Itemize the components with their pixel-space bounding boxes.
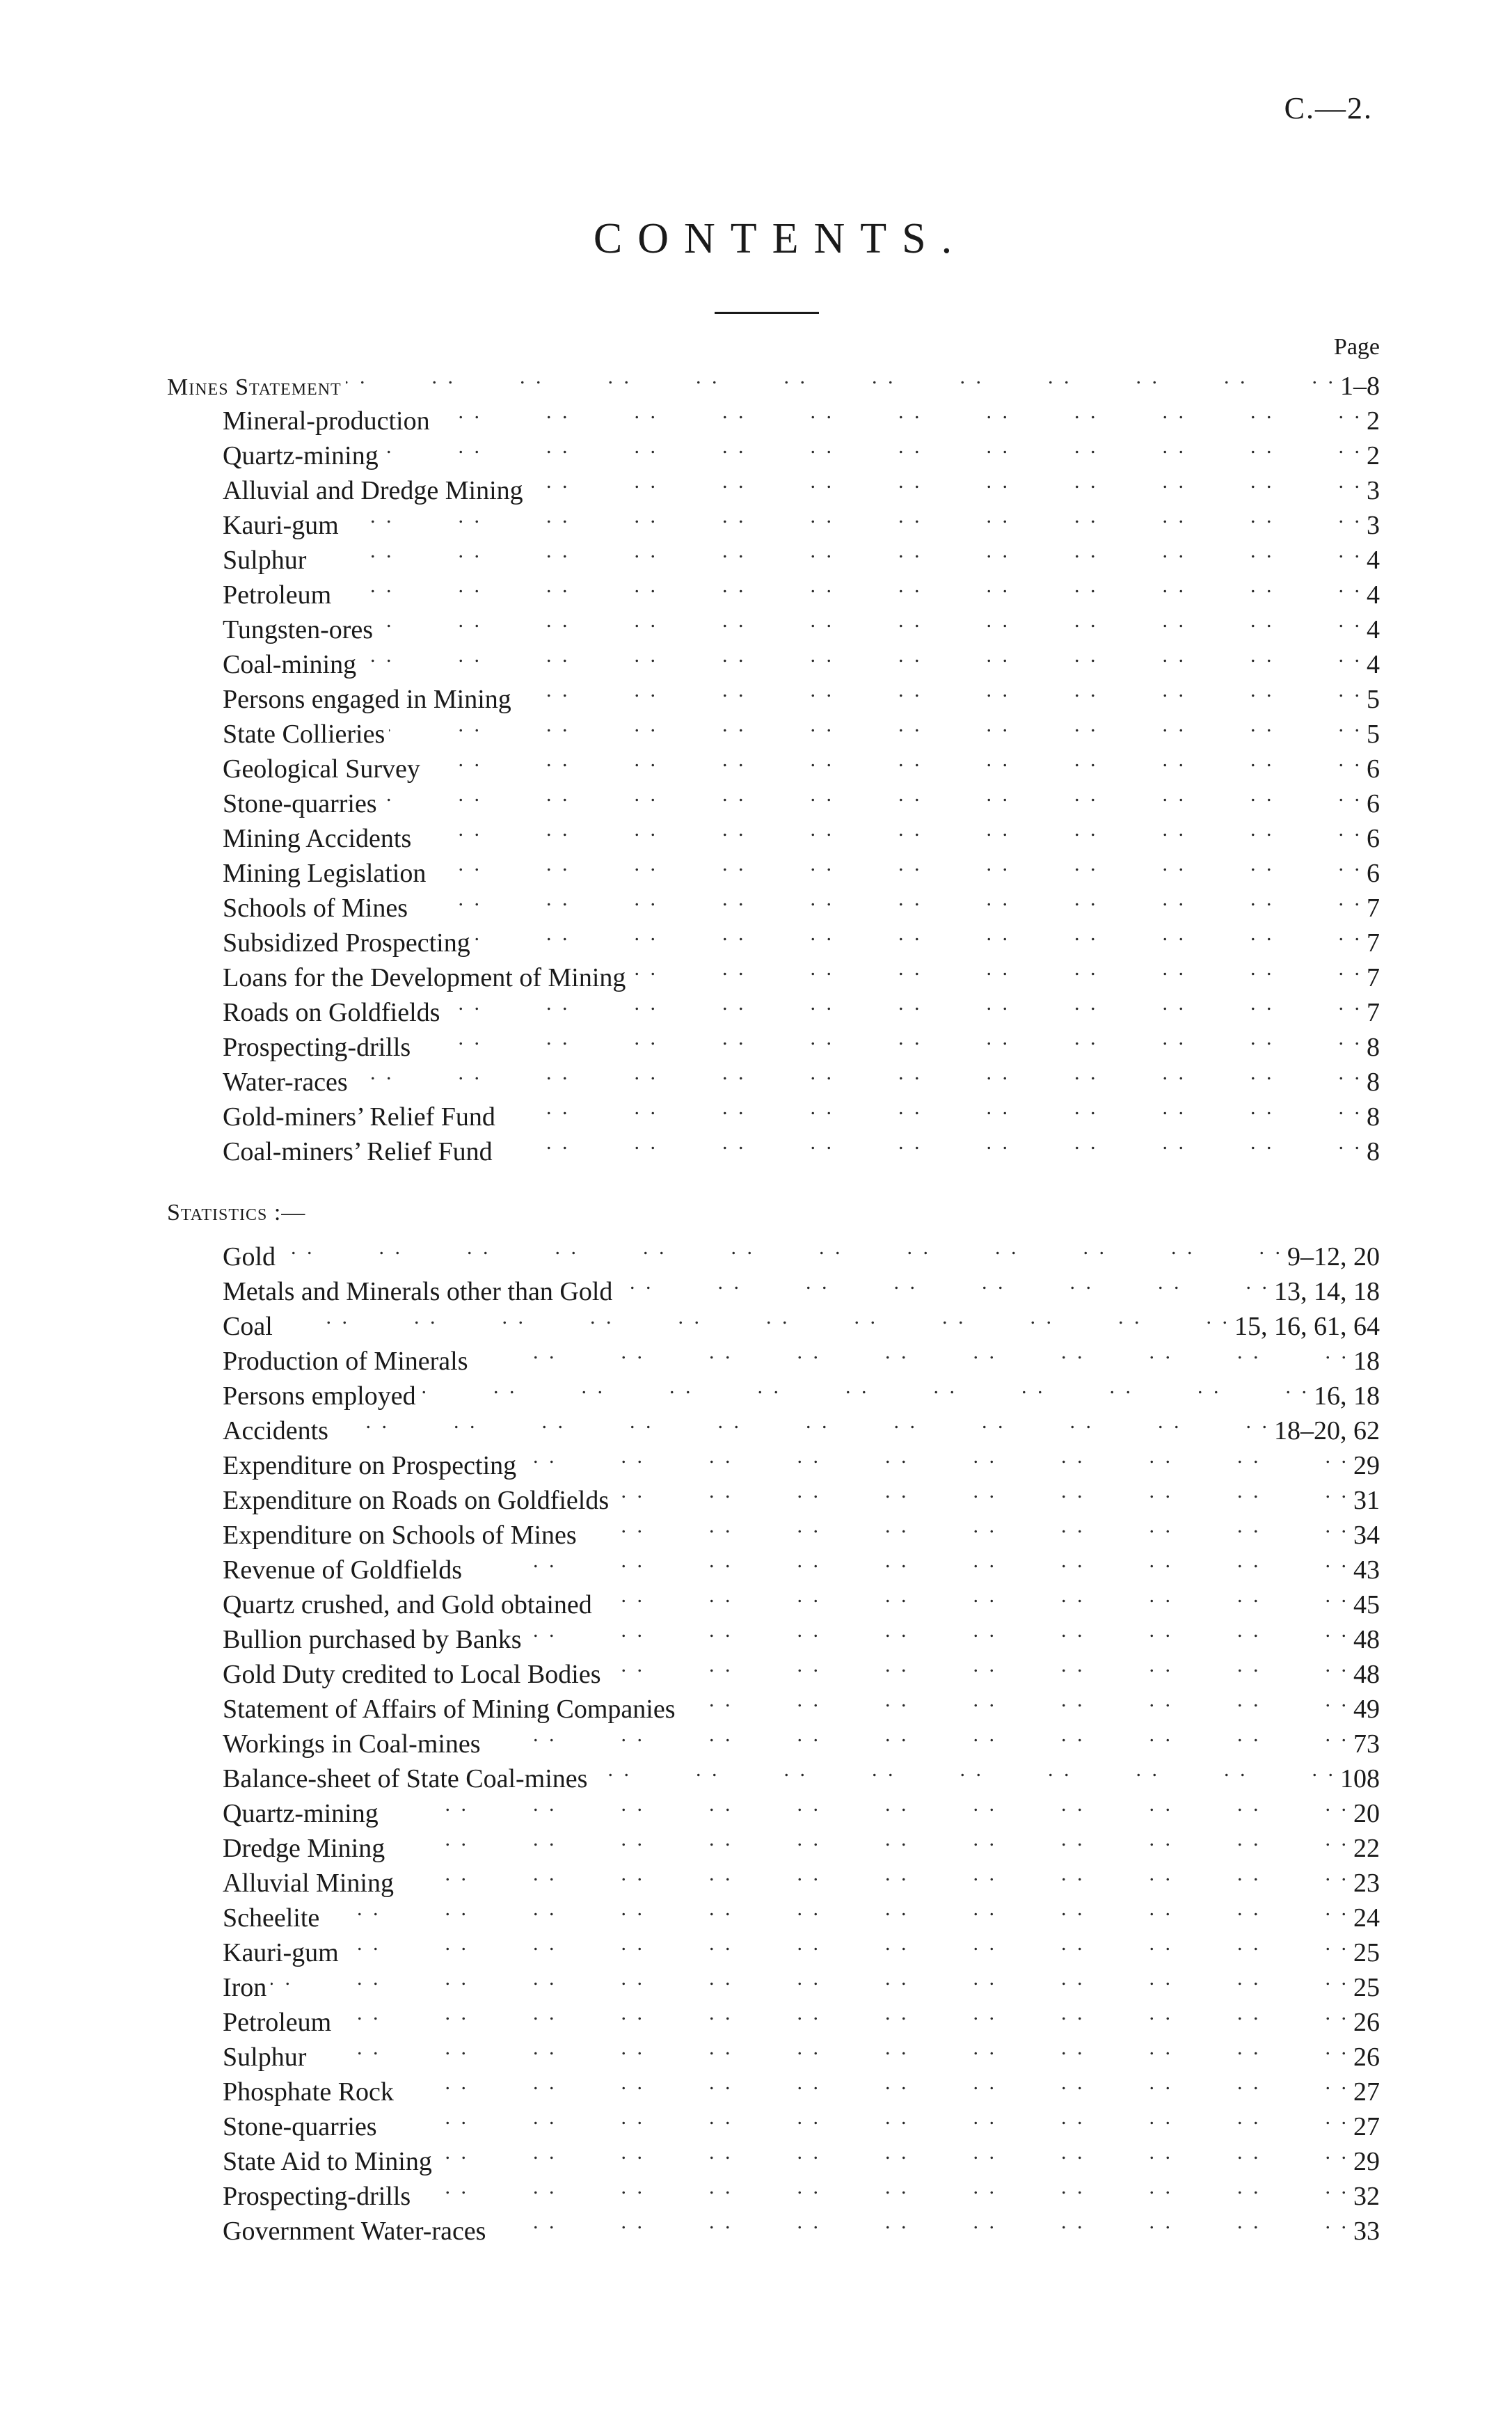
- page-number: 31: [1353, 1486, 1380, 1515]
- entry-label: Subsidized Prospecting: [223, 928, 470, 958]
- dot-leader: [472, 1335, 1349, 1370]
- dot-leader: [466, 1544, 1349, 1578]
- contents-entry: [167, 1892, 1380, 1933]
- page-number: 32: [1353, 2182, 1380, 2211]
- dot-leader: [389, 708, 1362, 743]
- dot-leader: [310, 534, 1362, 569]
- dot-leader: [415, 2170, 1349, 2205]
- entry-label: Stone-quarries: [223, 789, 377, 818]
- entry-label: Coal-mining: [223, 650, 357, 679]
- page-number: 6: [1367, 754, 1380, 784]
- page-number: 73: [1353, 1729, 1380, 1759]
- page-number: 108: [1340, 1764, 1380, 1793]
- document-reference: C.—2.: [1284, 91, 1373, 125]
- page-number: 20: [1353, 1799, 1380, 1828]
- contents-entry: [167, 1230, 1380, 1271]
- dot-leader: [497, 1125, 1362, 1160]
- entry-label: Expenditure on Roads on Goldfields: [223, 1486, 610, 1515]
- dot-leader: [527, 464, 1362, 499]
- entry-label: State Collieries: [223, 720, 385, 749]
- dot-leader: [680, 1683, 1350, 1718]
- page-number: 5: [1367, 685, 1380, 714]
- page-number: 8: [1367, 1068, 1380, 1097]
- page-number: 4: [1367, 580, 1380, 610]
- dot-leader: [398, 2066, 1349, 2100]
- dot-leader: [271, 1961, 1349, 1996]
- page-number: 4: [1367, 615, 1380, 644]
- contents-entry: [167, 2031, 1380, 2072]
- page-number: 3: [1367, 476, 1380, 505]
- page-number: 7: [1367, 928, 1380, 958]
- entry-label: Coal-miners’ Relief Fund: [223, 1137, 493, 1166]
- entry-label: Roads on Goldfields: [223, 998, 440, 1027]
- page-number: 22: [1353, 1834, 1380, 1863]
- dot-leader: [324, 1892, 1349, 1926]
- entry-label: Quartz-mining: [223, 441, 379, 470]
- page-number: 4: [1367, 650, 1380, 679]
- page-number: 24: [1353, 1903, 1380, 1933]
- page-number: 9–12, 20: [1287, 1242, 1380, 1271]
- entry-label: Dredge Mining: [223, 1834, 385, 1863]
- page-number: 25: [1353, 1973, 1380, 2002]
- entry-label: State Aid to Mining: [223, 2147, 432, 2176]
- dot-leader: [436, 2135, 1349, 2170]
- entry-label: Mining Accidents: [223, 824, 412, 853]
- contents-entry: [167, 2066, 1380, 2107]
- entry-label: Metals and Minerals other than Gold: [223, 1277, 613, 1306]
- page-number: 8: [1367, 1137, 1380, 1166]
- page-number: 29: [1353, 2147, 1380, 2176]
- entry-label: Workings in Coal-mines: [223, 1729, 481, 1759]
- page-number: 3: [1367, 511, 1380, 540]
- page-number: 13, 14, 18: [1274, 1277, 1380, 1306]
- contents-entry: [167, 1926, 1380, 1967]
- dot-leader: [343, 499, 1362, 534]
- entry-label: Sulphur: [223, 2043, 307, 2072]
- page-column-heading: Page: [1333, 334, 1380, 360]
- contents-entry: [167, 1265, 1380, 1306]
- page-number: 16, 18: [1314, 1381, 1380, 1411]
- page-number: 43: [1353, 1555, 1380, 1585]
- page-number: 6: [1367, 859, 1380, 888]
- dot-leader: [333, 1404, 1270, 1439]
- dot-leader: [613, 1474, 1349, 1509]
- entry-label: Prospecting-drills: [223, 2182, 411, 2211]
- page-number: 8: [1367, 1102, 1380, 1132]
- contents-entry: [167, 534, 1380, 575]
- entry-label: Phosphate Rock: [223, 2077, 394, 2107]
- dot-leader: [591, 1752, 1336, 1787]
- entry-label: Scheelite: [223, 1903, 320, 1933]
- entry-label: Alluvial and Dredge Mining: [223, 476, 523, 505]
- dot-leader: [335, 569, 1362, 603]
- page-number: 33: [1353, 2217, 1380, 2246]
- dot-leader: [526, 1613, 1349, 1648]
- mines-statement-section: [167, 360, 1380, 1166]
- statistics-list: [167, 1230, 1380, 2246]
- contents-entry: [167, 1335, 1380, 1376]
- contents-entry: [167, 1091, 1380, 1132]
- contents-entry: [167, 1300, 1380, 1341]
- dot-leader: [343, 1926, 1349, 1961]
- entry-label: Alluvial Mining: [223, 1869, 394, 1898]
- dot-leader: [381, 777, 1362, 812]
- page-number: 34: [1353, 1521, 1380, 1550]
- contents-entry: [167, 569, 1380, 610]
- entry-label: Mineral-production: [223, 406, 430, 436]
- dot-leader: [360, 638, 1362, 673]
- page-number: 48: [1353, 1660, 1380, 1689]
- page-number: 48: [1353, 1625, 1380, 1654]
- contents-entry: [167, 1439, 1380, 1480]
- entry-label: Kauri-gum: [223, 511, 339, 540]
- page-number: 1–8: [1340, 372, 1380, 401]
- dot-leader: [389, 1822, 1349, 1857]
- contents-entry: [167, 395, 1380, 436]
- dot-leader: [596, 1578, 1349, 1613]
- entry-label: Schools of Mines: [223, 894, 408, 923]
- page-number: 7: [1367, 998, 1380, 1027]
- entry-label: Expenditure on Prospecting: [223, 1451, 517, 1480]
- contents-entry: [167, 1961, 1380, 2002]
- dot-leader: [335, 1996, 1349, 2031]
- dot-leader: [616, 1265, 1270, 1300]
- page-number: 15, 16, 61, 64: [1234, 1312, 1380, 1341]
- dot-leader: [444, 986, 1362, 1021]
- page-number: 8: [1367, 1033, 1380, 1062]
- entry-label: Prospecting-drills: [223, 1033, 411, 1062]
- page-number: 26: [1353, 2008, 1380, 2037]
- dot-leader: [420, 1370, 1310, 1404]
- contents-entry: [167, 603, 1380, 644]
- entry-label: Coal: [223, 1312, 273, 1341]
- page-number: 49: [1353, 1695, 1380, 1724]
- entry-label: Accidents: [223, 1416, 328, 1445]
- page-number: 4: [1367, 546, 1380, 575]
- entry-label: Kauri-gum: [223, 1938, 339, 1967]
- entry-label: Mining Legislation: [223, 859, 427, 888]
- page-number: 18–20, 62: [1274, 1416, 1380, 1445]
- entry-label: Production of Minerals: [223, 1347, 468, 1376]
- dot-leader: [415, 1021, 1362, 1056]
- statistics-section: [167, 1196, 1380, 2246]
- statistics-heading-row: [167, 1196, 1380, 1230]
- dot-leader: [277, 1300, 1230, 1335]
- page-number: 2: [1367, 441, 1380, 470]
- dot-leader: [581, 1509, 1349, 1544]
- dot-leader: [485, 1718, 1349, 1752]
- entry-label: Persons employed: [223, 1381, 416, 1411]
- contents-entry: [167, 499, 1380, 540]
- entry-label: Sulphur: [223, 546, 307, 575]
- dot-leader: [377, 603, 1362, 638]
- entry-label: Quartz-mining: [223, 1799, 379, 1828]
- entry-label: Geological Survey: [223, 754, 420, 784]
- entry-label: Iron: [223, 1973, 267, 2002]
- dot-leader: [500, 1091, 1362, 1125]
- page-number: 5: [1367, 720, 1380, 749]
- dot-leader: [415, 812, 1362, 847]
- section-heading: Mines Statement: [167, 374, 342, 400]
- page-number: 18: [1353, 1347, 1380, 1376]
- title-rule: [715, 312, 819, 314]
- contents-entry: [167, 1404, 1380, 1445]
- page-number: 7: [1367, 963, 1380, 992]
- entry-label: Quartz crushed, and Gold obtained: [223, 1590, 592, 1619]
- entry-label: Government Water-races: [223, 2217, 486, 2246]
- entry-label: Expenditure on Schools of Mines: [223, 1521, 577, 1550]
- dot-leader: [605, 1648, 1350, 1683]
- dot-leader: [520, 1439, 1349, 1474]
- mines-statement-heading-row: [167, 360, 1380, 401]
- dot-leader: [630, 951, 1362, 986]
- entry-label: Revenue of Goldfields: [223, 1555, 463, 1585]
- dot-leader: [280, 1230, 1283, 1265]
- entry-label: Water-races: [223, 1068, 348, 1097]
- page-number: 2: [1367, 406, 1380, 436]
- entry-label: Bullion purchased by Banks: [223, 1625, 522, 1654]
- page-number: 7: [1367, 894, 1380, 923]
- entry-label: Gold: [223, 1242, 276, 1271]
- entry-label: Statement of Affairs of Mining Companies: [223, 1695, 676, 1724]
- dot-leader: [434, 395, 1362, 429]
- dot-leader: [490, 2205, 1349, 2240]
- page-number: 27: [1353, 2077, 1380, 2107]
- entry-label: Petroleum: [223, 2008, 332, 2037]
- dot-leader: [430, 847, 1362, 882]
- entry-label: Persons engaged in Mining: [223, 685, 511, 714]
- entry-label: Stone-quarries: [223, 2112, 377, 2141]
- entry-label: Gold-miners’ Relief Fund: [223, 1102, 495, 1132]
- dot-leader: [383, 1787, 1349, 1822]
- entry-label: Loans for the Development of Mining: [223, 963, 626, 992]
- page-number: 26: [1353, 2043, 1380, 2072]
- page-title: CONTENTS.: [593, 215, 968, 262]
- entry-label: Gold Duty credited to Local Bodies: [223, 1660, 601, 1689]
- page-number: 6: [1367, 824, 1380, 853]
- page-number: 45: [1353, 1590, 1380, 1619]
- dot-leader: [383, 429, 1362, 464]
- contents-entry: [167, 1996, 1380, 2037]
- dot-leader: [516, 673, 1362, 708]
- entry-label: Balance-sheet of State Coal-mines: [223, 1764, 588, 1793]
- entry-label: Tungsten-ores: [223, 615, 374, 644]
- dot-leader: [346, 360, 1336, 395]
- dot-leader: [398, 1857, 1349, 1892]
- page-number: 29: [1353, 1451, 1380, 1480]
- mines-statement-list: [167, 395, 1380, 1166]
- dot-leader: [352, 1056, 1362, 1091]
- dot-leader: [424, 743, 1362, 777]
- dot-leader: [381, 2100, 1349, 2135]
- dot-leader: [475, 917, 1362, 951]
- page-number: 27: [1353, 2112, 1380, 2141]
- dot-leader: [310, 2031, 1349, 2066]
- section-heading: Statistics :—: [167, 1200, 306, 1226]
- page-number: 25: [1353, 1938, 1380, 1967]
- dot-leader: [412, 882, 1362, 917]
- entry-label: Petroleum: [223, 580, 332, 610]
- page-number: 6: [1367, 789, 1380, 818]
- page-number: 23: [1353, 1869, 1380, 1898]
